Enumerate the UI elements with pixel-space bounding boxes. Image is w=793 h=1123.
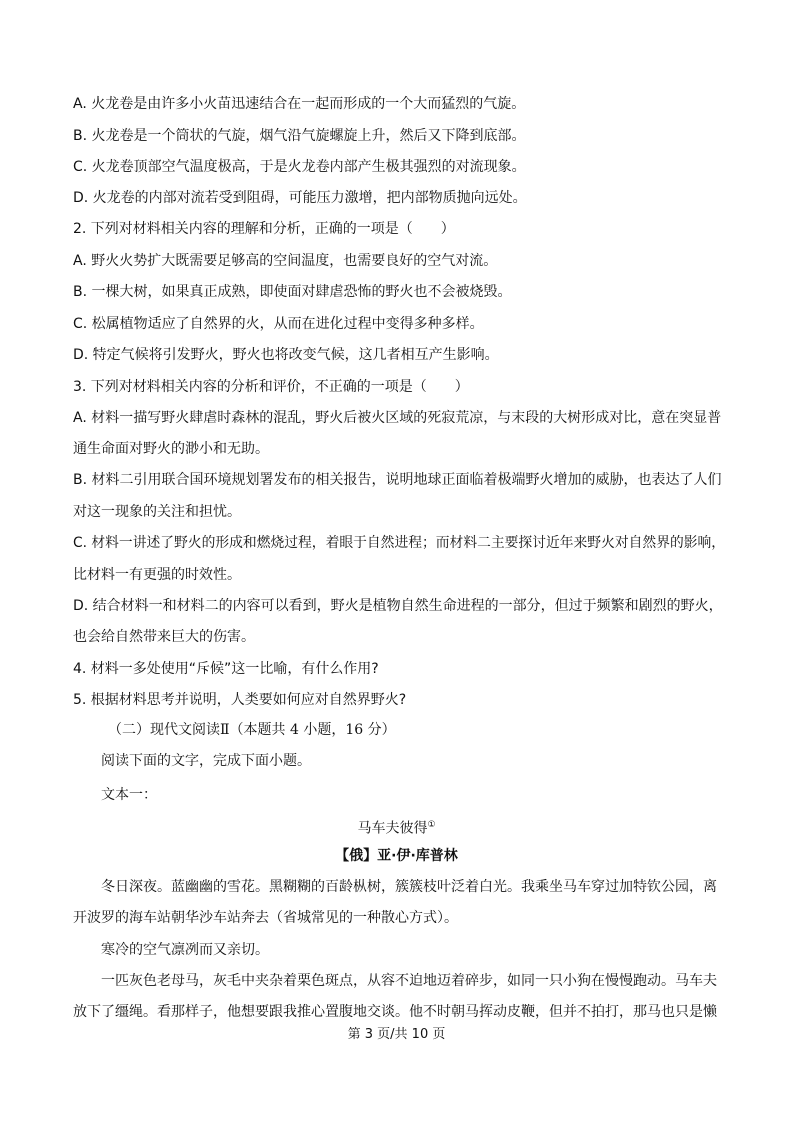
author-line: 【俄】亚·伊·库普林 [335,848,458,864]
q3-option-a-line1: A. 材料一描写野火肆虐时森林的混乱，野火后被火区域的死寂荒凉，与末段的大树形成对比，意在突显普 [73,410,722,426]
page-footer: 第 3 页/共 10 页 [347,1027,446,1042]
q3-option-a-line2: 通生命面对野火的渺小和无助。 [73,441,269,457]
q1-option-d: D. 火龙卷的内部对流若受到阻碍，可能压力激增，把内部物质抛向远处。 [73,190,527,206]
q2-option-c: C. 松属植物适应了自然界的火，从而在进化过程中变得多种多样。 [73,316,484,332]
q1-option-c: C. 火龙卷顶部空气温度极高，于是火龙卷内部产生极其强烈的对流现象。 [73,159,526,175]
text-label: 文本一： [101,787,157,803]
story-title [0,815,793,839]
footnote-marker: ① [427,820,436,830]
question-5: 5. 根据材料思考并说明，人类要如何应对自然界野火? [73,692,407,708]
paragraph-2: 寒冷的空气凛冽而又亲切。 [101,942,269,958]
instruction-text: 阅读下面的文字，完成下面小题。 [101,753,311,769]
paragraph-1-line1: 冬日深夜。蓝幽幽的雪花。黑糊糊的百龄枞树，簇簇枝叶泛着白光。我乘坐马车穿过加特钦公园，离 [101,879,717,895]
q3-option-d-line1: D. 结合材料一和材料二的内容可以看到，野火是植物自然生命进程的一部分，但过于频繁和剧烈的野火， [73,598,723,614]
q3-option-b-line2: 对这一现象的关注和担忧。 [73,504,241,520]
story-title-text: 马车夫彼得 [357,820,428,837]
q2-stem: 2. 下列对材料相关内容的理解和分析，正确的一项是（ ） [73,221,455,237]
q3-option-b-line1: B. 材料二引用联合国环境规划署发布的相关报告，说明地球正面临着极端野火增加的威胁，也表达了人们 [73,472,722,488]
q3-option-d-line2: 也会给自然带来巨大的伤害。 [73,629,255,645]
q2-option-a: A. 野火火势扩大既需要足够高的空间温度，也需要良好的空气对流。 [73,253,498,269]
paragraph-3-line2: 放下了缰绳。看那样子，他想要跟我推心置腹地交谈。他不时朝马挥动皮鞭，但并不拍打，那马也只是懒 [73,1004,717,1020]
q2-option-d: D. 特定气候将引发野火，野火也将改变气候，这几者相互产生影响。 [73,347,499,363]
section-heading: （二）现代文阅读Ⅱ（本题共 4 小题，16 分） [108,722,396,738]
paragraph-3-line1: 一匹灰色老母马，灰毛中夹杂着栗色斑点，从容不迫地迈着碎步，如同一只小狗在慢慢跑动。马车夫 [101,973,717,989]
question-4: 4. 材料一多处使用“斥候”这一比喻，有什么作用? [73,661,379,677]
q1-option-b: B. 火龙卷是一个筒状的气旋，烟气沿气旋螺旋上升，然后又下降到底部。 [73,128,526,144]
q1-option-a: A. 火龙卷是由许多小火苗迅速结合在一起而形成的一个大而猛烈的气旋。 [73,96,526,112]
paragraph-1-line2: 开波罗的海车站朝华沙车站奔去（省城常见的一种散心方式）。 [73,910,458,926]
q3-stem: 3. 下列对材料相关内容的分析和评价，不正确的一项是（ ） [73,379,469,395]
q2-option-b: B. 一棵大树，如果真正成熟，即使面对肆虐恐怖的野火也不会被烧毁。 [73,284,512,300]
q3-option-c-line1: C. 材料一讲述了野火的形成和燃烧过程，着眼于自然进程；而材料二主要探讨近年来野火对自然界的影响， [73,535,726,551]
q3-option-c-line2: 比材料一有更强的时效性。 [73,567,241,583]
